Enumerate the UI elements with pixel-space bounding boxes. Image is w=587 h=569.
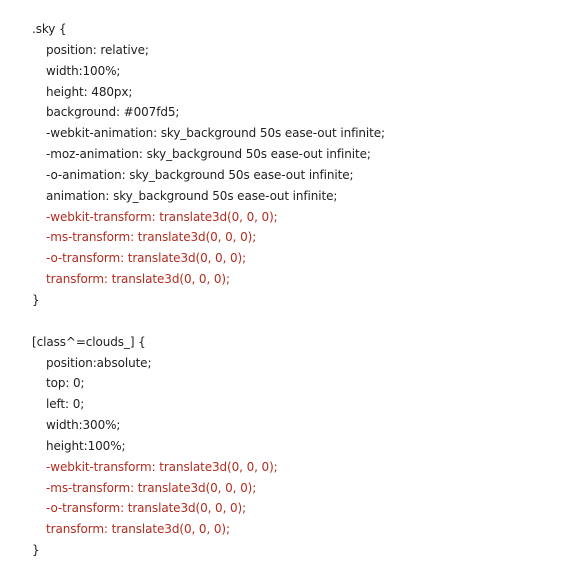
clouds-property-line: left: 0; <box>46 397 85 412</box>
clouds-property-line: top: 0; <box>46 376 85 391</box>
clouds-transform-line: -webkit-transform: translate3d(0, 0, 0); <box>46 459 278 474</box>
sky-property-line: animation: sky_background 50s ease-out infinite; <box>46 188 338 203</box>
sky-property-line: background: #007fd5; <box>46 105 180 120</box>
sky-property-line: -webkit-animation: sky_background 50s ease-out infinite; <box>46 126 386 141</box>
sky-transform-line: -o-transform: translate3d(0, 0, 0); <box>46 251 247 266</box>
clouds-closing-brace: } <box>32 543 40 558</box>
clouds-property-line: width:300%; <box>46 418 121 433</box>
sky-selector: .sky { <box>32 22 67 36</box>
clouds-transform-line: -ms-transform: translate3d(0, 0, 0); <box>46 480 257 495</box>
sky-property-line: -moz-animation: sky_background 50s ease-out infinite; <box>46 147 371 162</box>
clouds-property-line: position:absolute; <box>46 355 152 370</box>
sky-transform-line: -webkit-transform: translate3d(0, 0, 0); <box>46 209 278 224</box>
clouds-selector: [class^=clouds_] { <box>32 334 146 349</box>
sky-property-line: height: 480px; <box>46 84 133 99</box>
clouds-property-line: height:100%; <box>46 438 126 453</box>
sky-property-line: position: relative; <box>46 42 149 57</box>
sky-closing-brace: } <box>32 292 40 307</box>
sky-property-line: width:100%; <box>46 63 121 78</box>
blank-line <box>0 311 587 332</box>
sky-transform-line: transform: translate3d(0, 0, 0); <box>46 272 230 287</box>
sky-transform-line: -ms-transform: translate3d(0, 0, 0); <box>46 230 257 245</box>
clouds-transform-line: transform: translate3d(0, 0, 0); <box>46 522 230 537</box>
clouds-transform-line: -o-transform: translate3d(0, 0, 0); <box>46 501 247 516</box>
sky-property-line: -o-animation: sky_background 50s ease-out infinite; <box>46 167 354 182</box>
